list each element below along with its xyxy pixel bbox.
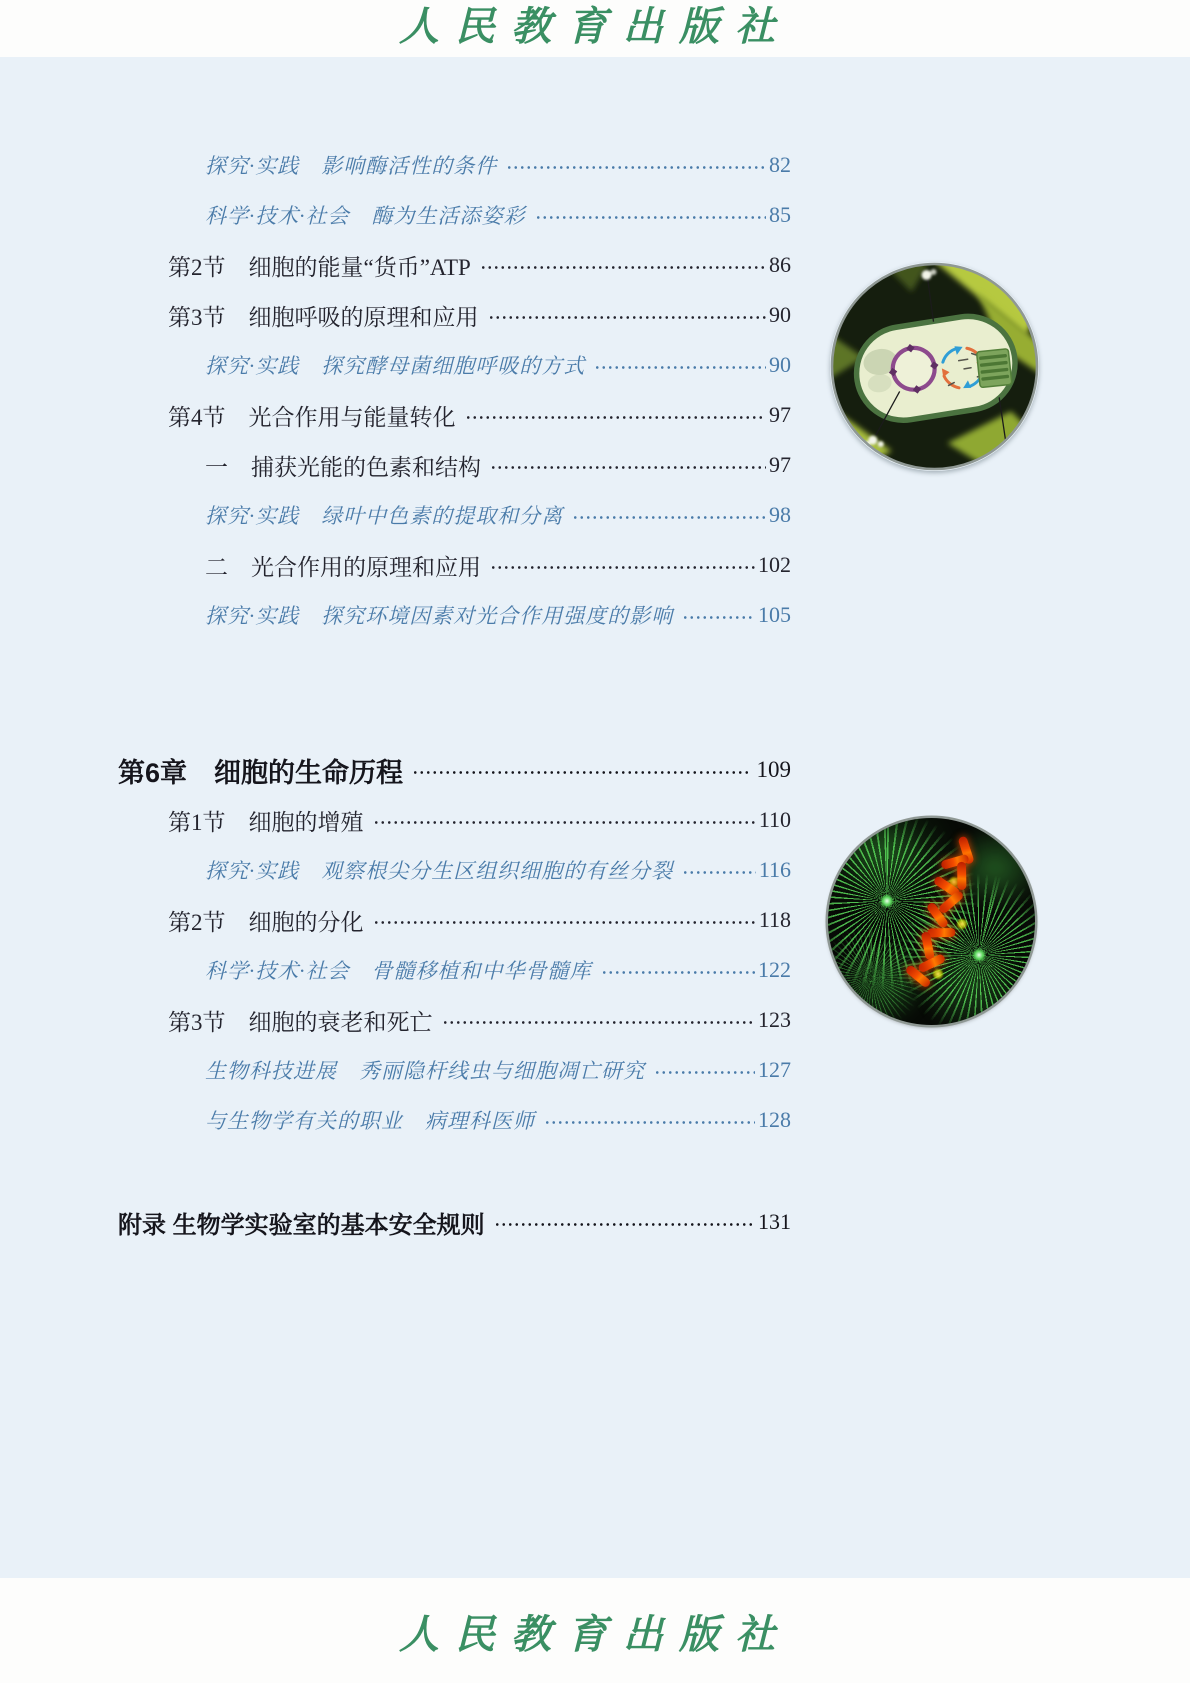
toc-entry [118, 490, 791, 540]
toc-entry-page: 118 [758, 907, 791, 932]
toc-entry-page: 123 [758, 1007, 791, 1032]
toc-entry-page: 127 [758, 1057, 791, 1082]
toc-entry [118, 340, 791, 390]
toc-entry-page: 97 [769, 452, 791, 477]
toc-entry-page: 105 [758, 602, 791, 627]
photosynthesis-cell-figure [830, 262, 1039, 471]
section-gap [118, 1145, 791, 1197]
toc-entry-page: 86 [769, 252, 791, 277]
toc-entry-title: 科学·技术·社会 骨髓移植和中华骨髓库 [205, 959, 592, 983]
toc-entry-page: 97 [769, 402, 791, 427]
dot-leader [490, 563, 755, 572]
toc-entry-page: 90 [769, 352, 791, 377]
toc-entry-title: 与生物学有关的职业 病理科医师 [205, 1109, 535, 1133]
toc-entry-title: 探究·实践 探究酵母菌细胞呼吸的方式 [205, 354, 586, 378]
dot-leader [490, 463, 766, 472]
toc-entry [118, 240, 791, 290]
section-gap [118, 640, 791, 745]
toc-entry [118, 390, 791, 440]
publisher-logotype-header: 人民教育出版社 [399, 4, 791, 49]
toc-entry-title: 第4节 光合作用与能量转化 [168, 404, 456, 430]
toc-entry-title: 二 光合作用的原理和应用 [205, 554, 481, 580]
dot-leader [373, 818, 756, 827]
dot-leader [506, 163, 766, 172]
toc-entry-page: 110 [758, 807, 791, 832]
toc-entry [118, 945, 791, 995]
toc-entry-title: 探究·实践 探究环境因素对光合作用强度的影响 [205, 604, 674, 628]
toc-appendix-entry [118, 1197, 791, 1247]
toc-entry [118, 845, 791, 895]
dot-leader [465, 413, 767, 422]
toc-entry-title: 探究·实践 观察根尖分生区组织细胞的有丝分裂 [205, 859, 674, 883]
toc-entry [118, 540, 791, 590]
toc-entry-page: 128 [758, 1107, 791, 1132]
toc-entry-page: 98 [769, 502, 791, 527]
dot-leader [480, 263, 766, 272]
spindle-pole [972, 948, 986, 962]
toc-entry-page: 122 [758, 957, 791, 982]
toc-entry-title: 第1节 细胞的增殖 [168, 809, 364, 835]
dot-leader [682, 613, 755, 622]
toc-entry-page: 82 [769, 152, 791, 177]
toc-entry [118, 995, 791, 1045]
dot-leader [494, 1220, 755, 1229]
dot-leader [412, 768, 747, 777]
toc-entry-title: 第3节 细胞的衰老和死亡 [168, 1009, 433, 1035]
dot-leader [373, 918, 756, 927]
dot-leader [442, 1018, 756, 1027]
dot-leader [544, 1118, 755, 1127]
dot-leader [654, 1068, 755, 1077]
dot-leader [488, 313, 767, 322]
toc-entry-title: 生物科技进展 秀丽隐杆线虫与细胞凋亡研究 [205, 1059, 645, 1083]
toc-entry [118, 1095, 791, 1145]
toc-entry [118, 290, 791, 340]
toc-entry-title: 探究·实践 绿叶中色素的提取和分离 [205, 504, 564, 528]
cell-illustration-graphic [830, 262, 1039, 471]
toc-entry-title: 一 捕获光能的色素和结构 [205, 454, 481, 480]
toc-entry-title: 第2节 细胞的能量“货币”ATP [168, 254, 471, 280]
toc-entry-title: 附录 生物学实验室的基本安全规则 [118, 1211, 485, 1239]
toc-entry [118, 190, 791, 240]
toc-entry-page: 131 [758, 1209, 791, 1234]
toc-entry-page: 85 [769, 202, 791, 227]
toc-chapter-entry [118, 745, 791, 795]
dot-leader [601, 968, 756, 977]
toc-entry-page: 102 [758, 552, 791, 577]
toc-entry-page: 90 [769, 302, 791, 327]
publisher-logotype-footer: 人民教育出版社 [399, 1612, 791, 1657]
mitosis-micrograph-figure [828, 818, 1035, 1025]
dot-leader [682, 868, 756, 877]
table-of-contents [118, 140, 791, 1247]
spindle-pole [880, 894, 894, 908]
toc-entry [118, 590, 791, 640]
toc-entry-title: 探究·实践 影响酶活性的条件 [205, 154, 498, 178]
toc-entry-page: 116 [758, 857, 791, 882]
toc-entry [118, 440, 791, 490]
dot-leader [594, 363, 766, 372]
toc-entry-title: 第6章 细胞的生命历程 [118, 757, 404, 788]
toc-entry-page: 109 [756, 757, 791, 782]
toc-entry-title: 第3节 细胞呼吸的原理和应用 [168, 304, 479, 330]
toc-entry-title: 第2节 细胞的分化 [168, 909, 364, 935]
toc-entry [118, 1045, 791, 1095]
toc-entry [118, 795, 791, 845]
toc-entry [118, 140, 791, 190]
toc-entry [118, 895, 791, 945]
toc-entry-title: 科学·技术·社会 酶为生活添姿彩 [205, 204, 526, 228]
dot-leader [572, 513, 766, 522]
dot-leader [535, 213, 767, 222]
